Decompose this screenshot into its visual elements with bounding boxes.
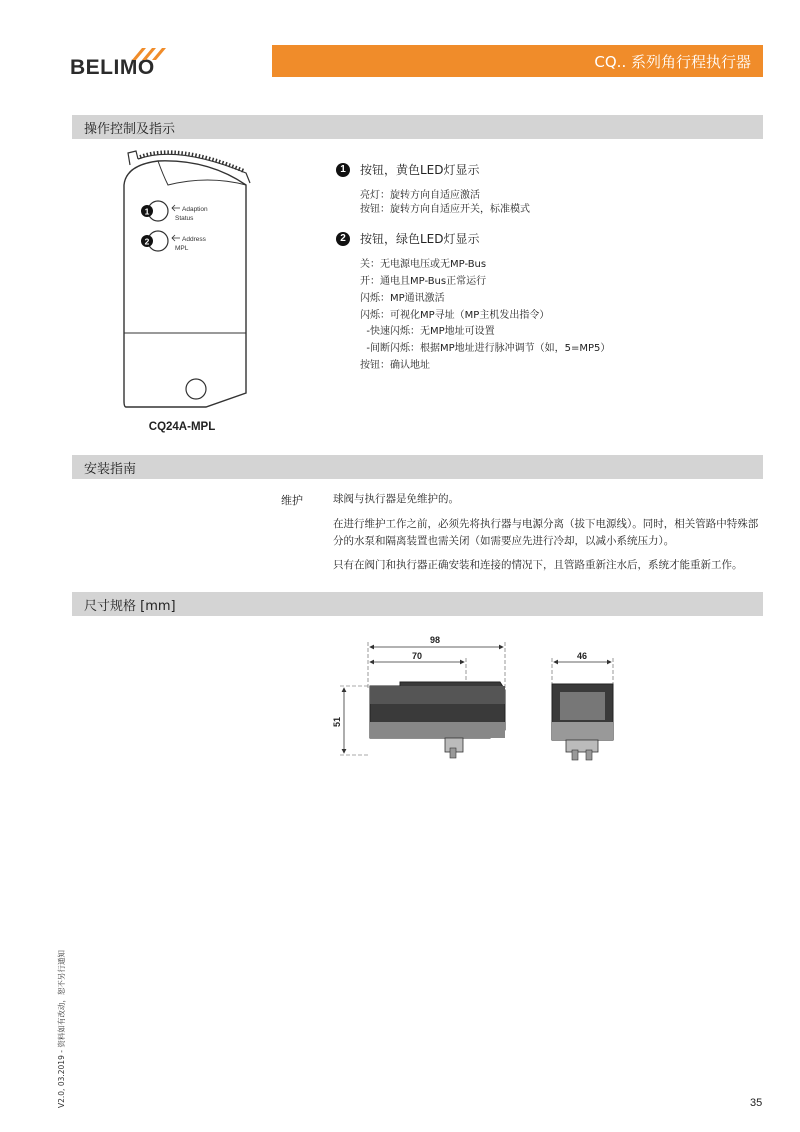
maintenance-paragraph: 在进行维护工作之前，必须先将执行器与电源分离（拔下电源线）。同时，相关管路中特殊部分的水泵和隔离装置也需关闭（如需要应先进行冷却，以减小系统压力）。 <box>333 518 759 547</box>
section-install-title: 安装指南 <box>84 461 137 477</box>
item2-line: 闪烁：可视化MP寻址（MP主机发出指令） <box>360 310 550 321</box>
page-number: 35 <box>750 1097 763 1109</box>
dim-98-label: 98 <box>429 635 441 645</box>
logo-mark-icon <box>130 46 166 64</box>
device-label-mpl: MPL <box>175 245 189 252</box>
section-operation-header <box>72 115 763 139</box>
dim-46-label: 46 <box>576 651 588 661</box>
logo-text: BELIMO <box>70 56 155 79</box>
maintenance-paragraph: 球阀与执行器是免维护的。 <box>333 493 459 505</box>
device-label-status: Status <box>175 215 194 222</box>
item2-line: -快速闪烁：无MP地址可设置 <box>360 326 495 337</box>
dim-51-label: 51 <box>332 716 342 728</box>
item2-line: 开：通电且MP-Bus正常运行 <box>360 276 487 287</box>
header-title-bar <box>272 45 763 77</box>
item1-line: 按钮：旋转方向自适应开关，标准模式 <box>360 204 530 215</box>
item1-line: 亮灯：旋转方向自适应激活 <box>360 190 480 201</box>
item2-heading <box>336 230 480 247</box>
device-button1-number: 1 <box>144 206 150 217</box>
section-operation-title: 操作控制及指示 <box>84 121 176 137</box>
dimension-drawing <box>330 630 630 770</box>
maintenance-paragraph: 只有在阀门和执行器正确安装和连接的情况下，且管路重新注水后，系统才能重新工作。 <box>333 559 743 571</box>
item2-number-badge: 2 <box>336 232 350 246</box>
revision-note: V2.0, 03.2019 - 资料如有改动，恕不另行通知 <box>57 950 66 1108</box>
item1-heading-text: 按钮，黄色LED灯显示 <box>360 163 480 177</box>
device-button2-number: 2 <box>144 236 150 247</box>
side-view <box>332 635 505 758</box>
section-dimensions-title: 尺寸规格 [mm] <box>84 598 176 614</box>
device-label-adaption: Adaption <box>182 206 208 213</box>
section-dimensions-header <box>72 592 763 616</box>
item2-heading-text: 按钮，绿色LED灯显示 <box>360 232 480 246</box>
belimo-logo <box>70 46 180 80</box>
header-title: CQ.. 系列角行程执行器 <box>594 52 751 71</box>
dim-70-label: 70 <box>411 651 423 661</box>
item1-heading <box>336 161 480 178</box>
device-model-label: CQ24A-MPL <box>148 421 216 433</box>
section-install-header <box>72 455 763 479</box>
item2-line: 闪烁：MP通讯激活 <box>360 293 445 304</box>
device-label-address: Address <box>182 236 206 243</box>
item2-line: 按钮：确认地址 <box>360 360 430 371</box>
actuator-front-drawing <box>118 145 258 417</box>
maintenance-label: 维护 <box>281 494 303 507</box>
front-view <box>552 651 613 760</box>
item2-line: 关：无电源电压或无MP-Bus <box>360 259 487 270</box>
item1-number-badge: 1 <box>336 163 350 177</box>
item2-line: -间断闪烁：根据MP地址进行脉冲调节（如，5=MP5） <box>360 343 611 354</box>
